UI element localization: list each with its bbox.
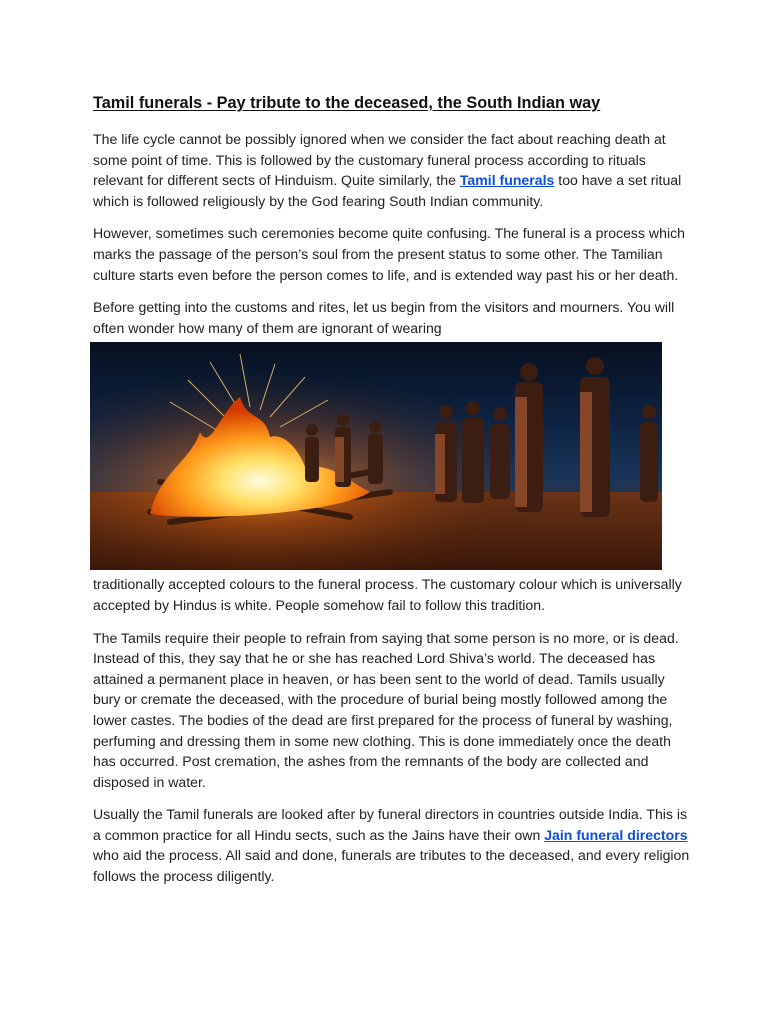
paragraph-intro-text-b: too have a set ritual which is followed religiously by the God fearing South Indian community.: [93, 172, 682, 209]
funeral-pyre-illustration: [90, 342, 662, 570]
paragraph-directors-text-a: Usually the Tamil funerals are looked after by funeral directors in countries outside India. This is a common practice for all Hindu sects, such as the Jains have their own: [93, 806, 688, 843]
paragraph-intro: [93, 129, 693, 211]
tamil-funerals-link[interactable]: Tamil funerals: [459, 172, 555, 189]
paragraph-ceremonies: However, sometimes such ceremonies become quite confusing. The funeral is a process which marks the passage of the person’s soul from the present status to some other. The Tamilian culture starts even before the person comes to life, and is extended way past his or her death.: [93, 225, 685, 283]
paragraph-beliefs: The Tamils require their people to refrain from saying that some person is no more, or is dead. Instead of this, they say that he or she has reached Lord Shiva’s world. The deceased has attained a permanent place in heaven, or has been sent to the world of dead. Tamils usually bury or cremate the deceased, with the procedure of burial being mostly followed among the lower castes. The bodies of the dead are first prepared for the process of funeral by washing, perfuming and dressing them in some new clothing. This is done immediately once the death has occurred. Post cremation, the ashes from the remnants of the body are collected and disposed in water.: [93, 629, 679, 790]
paragraph-visitors: Before getting into the customs and rites, let us begin from the visitors and mourners. You will often wonder how many of them are ignorant of wearing: [93, 299, 675, 336]
paragraph-directors-text-b: who aid the process. All said and done, funerals are tributes to the deceased, and every religion follows the process diligently.: [93, 847, 690, 885]
article: [93, 92, 693, 899]
article-title: Tamil funerals - Pay tribute to the deceased, the South Indian way: [93, 94, 601, 112]
paragraph-directors: [93, 804, 693, 886]
funeral-pyre-photo: [90, 342, 662, 570]
paragraph-colours: traditionally accepted colours to the funeral process. The customary colour which is universally accepted by Hindus is white. People somehow fail to follow this tradition.: [93, 576, 682, 613]
paragraph-intro-text-a: The life cycle cannot be possibly ignored when we consider the fact about reaching death at some point of time. This is followed by the customary funeral process according to rituals relevant for different sects of Hinduism. Quite similarly, the: [93, 131, 666, 189]
jain-funeral-directors-link[interactable]: Jain funeral directors: [544, 826, 688, 843]
